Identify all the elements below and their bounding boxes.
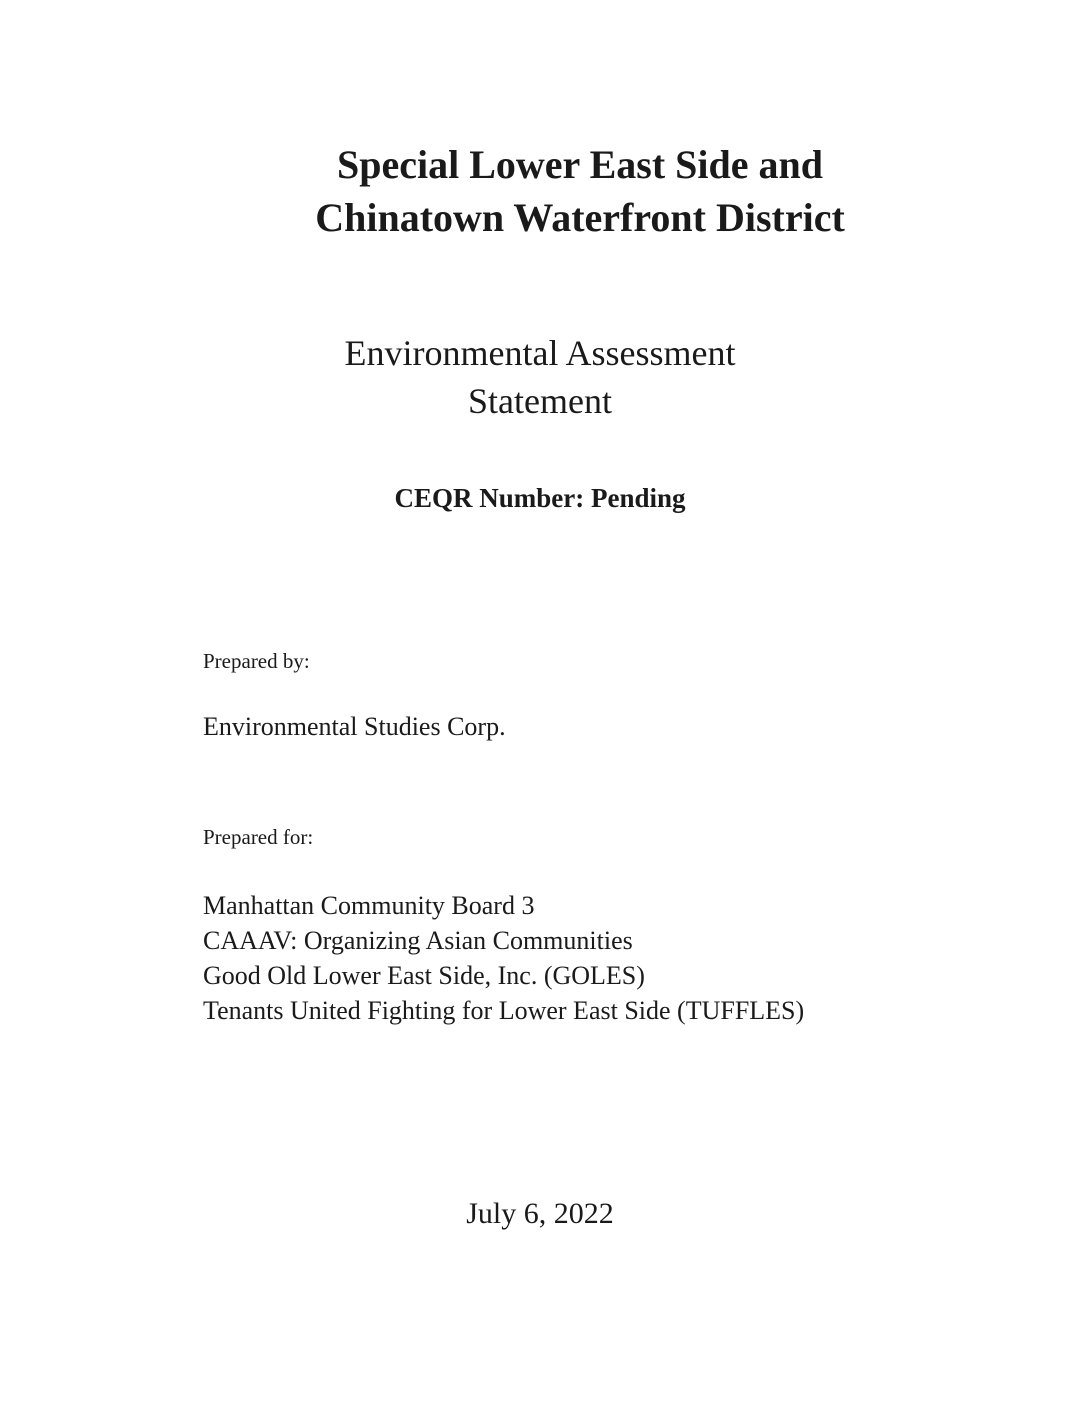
subtitle-line: Statement [468, 381, 612, 421]
document-date: July 6, 2022 [466, 1197, 614, 1230]
subtitle-line: Environmental Assessment [344, 333, 736, 373]
prepared-for-list [203, 888, 804, 1028]
preparer-name: Environmental Studies Corp. [203, 712, 506, 741]
list-item: CAAAV: Organizing Asian Communities [203, 926, 633, 955]
list-item: Tenants United Fighting for Lower East Side (TUFFLES) [203, 996, 805, 1025]
title-line: Special Lower East Side and [337, 142, 823, 187]
prepared-for-label: Prepared for: [203, 825, 314, 849]
list-item: Manhattan Community Board 3 [203, 891, 535, 920]
document-subtitle [160, 329, 920, 425]
ceqr-number: CEQR Number: Pending [394, 483, 686, 513]
prepared-by-label: Prepared by: [203, 649, 310, 673]
document-title [200, 138, 960, 244]
title-line: Chinatown Waterfront District [315, 195, 845, 240]
list-item: Good Old Lower East Side, Inc. (GOLES) [203, 961, 645, 990]
